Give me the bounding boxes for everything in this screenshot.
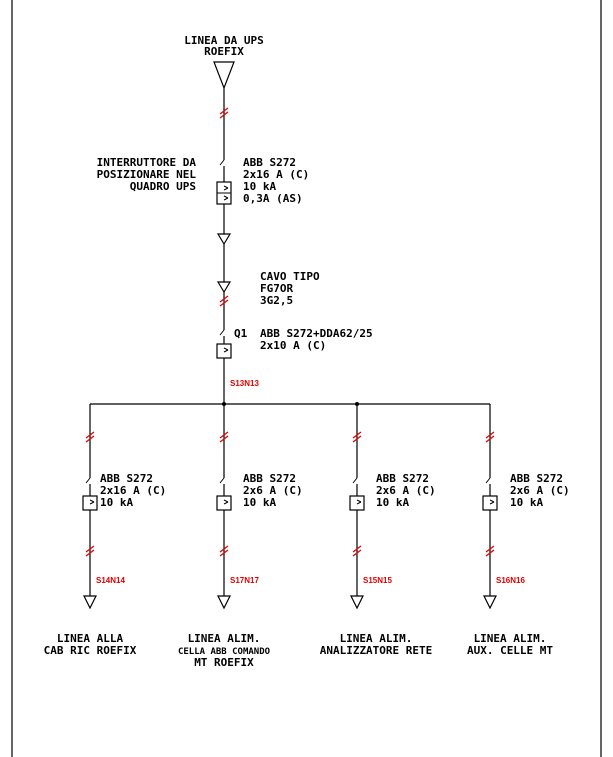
outgoing-arrow-icon [218,234,230,244]
q1-breaker-line1: ABB S272+DDA62/25 [260,327,373,340]
branch-breaker-line3: 10 kA [100,496,134,509]
branch-breaker-line2: 2x6 A (C) [243,484,303,497]
branch-arrow-icon [84,596,96,608]
branch-desc-line2: CELLA ABB COMANDO [177,647,271,657]
branch-breaker-line2: 2x6 A (C) [510,484,570,497]
branch-desc-line1: LINEA ALIM. [339,632,413,645]
ups-note-line1: INTERRUTTORE DA [96,156,196,169]
cable-type-line1: CAVO TIPO [260,270,320,283]
branch-breaker-line1: ABB S272 [243,472,296,485]
branch-breaker-symbol [483,496,497,510]
branch-wire-id: S14N14 [96,576,125,585]
branch-desc-line1: LINEA ALLA [56,632,124,645]
branch-desc-line2: ANALIZZATORE RETE [319,644,433,657]
branch-arrow-icon [484,596,496,608]
q1-breaker-line2: 2x10 A (C) [260,339,327,352]
branch-arrow-icon [218,596,230,608]
branch-3 [320,404,436,657]
cable-type-line2: FG7OR [260,282,294,295]
branch-wire-id: S17N17 [230,576,259,585]
branch-breaker-symbol [217,496,231,510]
branch-breaker-line1: ABB S272 [100,472,153,485]
ups-breaker-line1: ABB S272 [243,156,296,169]
branch-breaker-line3: 10 kA [376,496,410,509]
branch-2 [178,404,303,669]
cable-arrow-icon [218,282,230,292]
ups-breaker-line4: 0,3A (AS) [243,192,303,205]
cable-type-line3: 3G2,5 [260,294,294,307]
ups-breaker-symbol [217,160,231,204]
branch-breaker-line2: 2x16 A (C) [100,484,167,497]
branch-breaker-line3: 10 kA [510,496,544,509]
branch-breaker-line3: 10 kA [243,496,277,509]
feed-label-line2: ROEFIX [204,45,244,58]
branch-desc-line1: LINEA ALIM. [473,632,547,645]
branch-4 [467,404,570,657]
ups-breaker-line3: 10 kA [243,180,277,193]
branch-breaker-line1: ABB S272 [376,472,429,485]
branch-breaker-line2: 2x6 A (C) [376,484,436,497]
ups-note-line2: POSIZIONARE NEL [96,168,196,181]
branch-breaker-line1: ABB S272 [510,472,563,485]
ups-note-line3: QUADRO UPS [129,180,196,193]
q1-tag: Q1 [234,327,248,340]
branch-breaker-symbol [350,496,364,510]
branch-desc-line1: LINEA ALIM. [187,632,261,645]
branch-arrow-icon [351,596,363,608]
branch-desc-line2: CAB RIC ROEFIX [43,644,137,657]
busbar-wire-id: S13N13 [230,379,259,388]
branch-desc-line2: AUX. CELLE MT [466,644,554,657]
q1-breaker-symbol [217,330,231,358]
branch-desc-line3: MT ROEFIX [194,656,254,669]
feed-label-line1: LINEA DA UPS [184,34,264,47]
ups-breaker-line2: 2x16 A (C) [243,168,310,181]
branch-1 [44,404,167,657]
branch-wire-id: S16N16 [496,576,525,585]
feed-arrow-icon [214,62,234,88]
branch-wire-id: S15N15 [363,576,392,585]
branch-breaker-symbol [83,496,97,510]
